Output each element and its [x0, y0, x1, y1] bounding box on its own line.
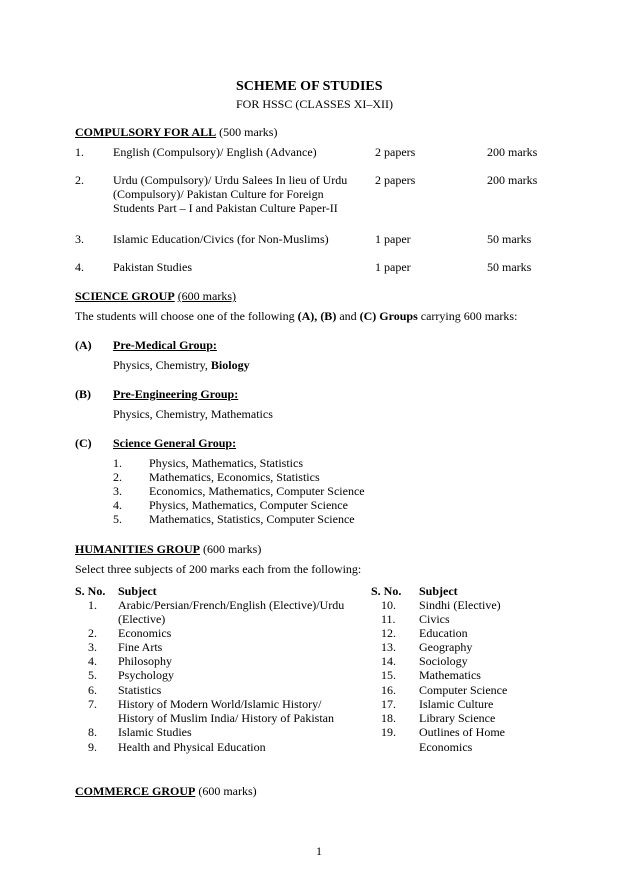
group-c-item-num: 5.	[113, 512, 122, 526]
humanities-num: 18.	[381, 711, 396, 725]
group-c-item-text: Physics, Mathematics, Computer Science	[149, 498, 348, 512]
humanities-num: 8.	[88, 725, 97, 739]
humanities-num: 1.	[88, 598, 97, 612]
humanities-subject: Economics	[118, 626, 172, 640]
humanities-num: 9.	[88, 740, 97, 754]
humanities-subject: Psychology	[118, 668, 175, 682]
humanities-subject: Philosophy	[118, 654, 173, 668]
col-header-subject: Subject	[118, 584, 157, 598]
col-header-subject: Subject	[419, 584, 458, 598]
col-header-sno: S. No.	[371, 584, 402, 598]
group-a-subjects	[113, 358, 250, 372]
humanities-heading-line	[75, 542, 261, 556]
humanities-num: 19.	[381, 725, 396, 739]
page-number: 1	[316, 844, 322, 858]
humanities-num: 11.	[381, 612, 396, 626]
group-b-subjects: Physics, Chemistry, Mathematics	[113, 407, 273, 421]
science-intro-and: and	[336, 309, 360, 323]
humanities-subject: Library Science	[419, 711, 496, 725]
group-a-name: Pre-Medical Group:	[113, 338, 217, 352]
science-heading: SCIENCE GROUP	[75, 289, 175, 303]
humanities-subject: Islamic Culture	[419, 697, 494, 711]
humanities-subject: Health and Physical Education	[118, 740, 266, 754]
group-a-subjects-bold: Biology	[210, 358, 250, 372]
group-c-name: Science General Group:	[113, 436, 237, 450]
science-intro-b: (B)	[320, 309, 337, 323]
humanities-subject: Education	[419, 626, 468, 640]
humanities-num: 10.	[381, 598, 396, 612]
humanities-subject: Fine Arts	[118, 640, 163, 654]
compulsory-row-papers: 2 papers	[375, 145, 416, 159]
humanities-marks: (600 marks)	[203, 542, 262, 556]
science-intro-text: The students will choose one of the following	[75, 309, 298, 323]
humanities-subject-cont: Economics	[419, 740, 473, 754]
compulsory-heading: COMPULSORY FOR ALL	[75, 125, 217, 139]
humanities-subject: Geography	[419, 640, 473, 654]
group-c-item-num: 2.	[113, 470, 122, 484]
compulsory-row-marks: 50 marks	[487, 232, 532, 246]
group-c-label: (C)	[75, 436, 92, 450]
humanities-num: 12.	[381, 626, 396, 640]
humanities-subject: Islamic Studies	[118, 725, 192, 739]
humanities-subject: Sindhi (Elective)	[419, 598, 501, 612]
page-subtitle: FOR HSSC (CLASSES XI–XII)	[236, 97, 394, 111]
science-intro-a: (A),	[297, 309, 318, 323]
group-c-item-text: Physics, Mathematics, Statistics	[149, 456, 303, 470]
humanities-subject-cont: (Elective)	[118, 612, 166, 626]
commerce-heading-line	[75, 784, 257, 798]
humanities-subject: Civics	[419, 612, 450, 626]
science-intro-c: (C) Groups	[359, 309, 418, 323]
science-intro	[75, 309, 517, 323]
humanities-heading: HUMANITIES GROUP	[75, 542, 201, 556]
humanities-num: 3.	[88, 640, 97, 654]
compulsory-row-num: 2.	[75, 173, 84, 187]
humanities-num: 14.	[381, 654, 396, 668]
science-heading-line	[75, 289, 236, 303]
humanities-num: 6.	[88, 683, 97, 697]
group-c-item-text: Mathematics, Economics, Statistics	[149, 470, 320, 484]
humanities-subject: Statistics	[118, 683, 162, 697]
humanities-subject: History of Modern World/Islamic History/	[118, 697, 322, 711]
compulsory-row-subject: Islamic Education/Civics (for Non-Muslims)	[113, 232, 329, 246]
group-b-label: (B)	[75, 387, 91, 401]
science-marks: (600 marks)	[177, 289, 237, 303]
compulsory-marks: (500 marks)	[219, 125, 278, 139]
science-intro-post: carrying 600 marks:	[417, 309, 518, 323]
group-c-item-num: 4.	[113, 498, 122, 512]
humanities-num: 13.	[381, 640, 396, 654]
humanities-num: 4.	[88, 654, 97, 668]
humanities-subject: Mathematics	[419, 668, 481, 682]
commerce-heading: COMMERCE GROUP	[75, 784, 196, 798]
compulsory-row-subject: English (Compulsory)/ English (Advance)	[113, 145, 317, 159]
commerce-marks: (600 marks)	[198, 784, 257, 798]
humanities-num: 2.	[88, 626, 97, 640]
compulsory-row-subject-cont: (Compulsory)/ Pakistan Culture for Foreign	[113, 187, 324, 201]
humanities-intro: Select three subjects of 200 marks each from the following:	[75, 562, 362, 576]
humanities-num: 16.	[381, 683, 396, 697]
col-header-sno: S. No.	[75, 584, 106, 598]
compulsory-row-subject: Urdu (Compulsory)/ Urdu Salees In lieu of Urdu	[113, 173, 348, 187]
compulsory-row-subject: Pakistan Studies	[113, 260, 193, 274]
humanities-subject-cont: History of Muslim India/ History of Pakistan	[118, 711, 334, 725]
humanities-num: 17.	[381, 697, 396, 711]
group-c-item-text: Economics, Mathematics, Computer Science	[149, 484, 365, 498]
compulsory-row-papers: 2 papers	[375, 173, 416, 187]
humanities-num: 7.	[88, 697, 97, 711]
humanities-num: 15.	[381, 668, 396, 682]
group-a-label: (A)	[75, 338, 92, 352]
compulsory-row-papers: 1 paper	[375, 232, 411, 246]
humanities-subject: Sociology	[419, 654, 468, 668]
compulsory-heading-line	[75, 125, 277, 139]
compulsory-row-marks: 50 marks	[487, 260, 532, 274]
compulsory-row-num: 3.	[75, 232, 84, 246]
compulsory-row-marks: 200 marks	[487, 173, 538, 187]
humanities-subject: Arabic/Persian/French/English (Elective)/Urdu	[118, 598, 345, 612]
group-b-name: Pre-Engineering Group:	[113, 387, 239, 401]
humanities-subject: Outlines of Home	[419, 725, 505, 739]
group-c-item-text: Mathematics, Statistics, Computer Science	[149, 512, 355, 526]
compulsory-row-num: 1.	[75, 145, 84, 159]
compulsory-row-papers: 1 paper	[375, 260, 411, 274]
group-a-subjects-plain: Physics, Chemistry,	[113, 358, 211, 372]
compulsory-row-num: 4.	[75, 260, 84, 274]
group-c-item-num: 1.	[113, 456, 122, 470]
page-title: SCHEME OF STUDIES	[236, 79, 383, 94]
compulsory-row-marks: 200 marks	[487, 145, 538, 159]
humanities-num: 5.	[88, 668, 97, 682]
humanities-subject: Computer Science	[419, 683, 508, 697]
compulsory-row-subject-cont: Students Part – I and Pakistan Culture Paper-II	[113, 201, 338, 215]
group-c-item-num: 3.	[113, 484, 122, 498]
